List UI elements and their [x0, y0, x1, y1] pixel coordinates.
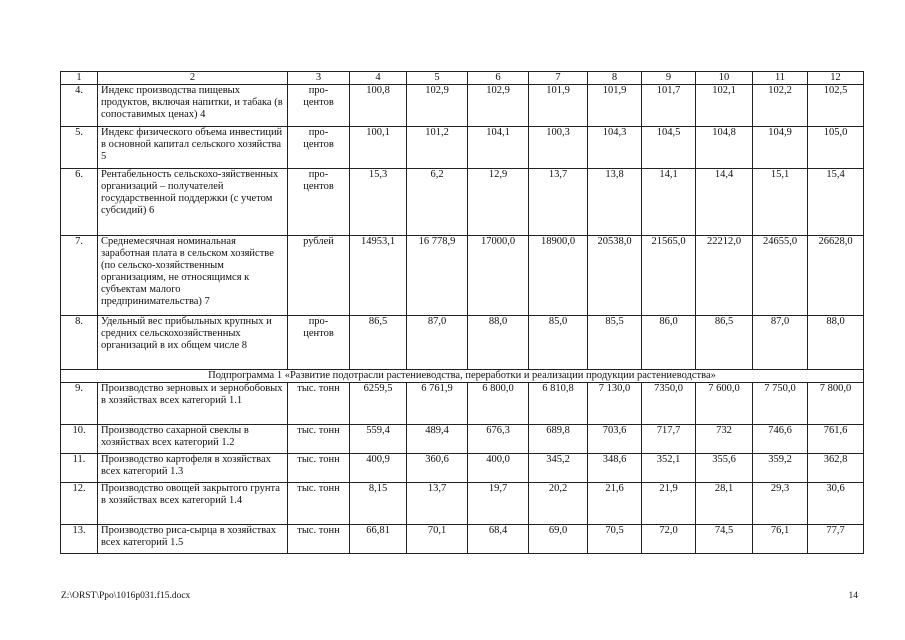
value-cell: 761,6	[808, 425, 864, 454]
unit-cell: про- центов	[288, 169, 350, 236]
value-cell: 105,0	[808, 127, 864, 169]
col-header: 8	[588, 72, 642, 85]
value-cell: 14,1	[642, 169, 696, 236]
table-row	[61, 425, 864, 454]
value-cell: 74,5	[696, 525, 753, 554]
value-cell: 102,9	[407, 85, 468, 127]
value-cell: 104,1	[468, 127, 529, 169]
value-cell: 359,2	[753, 454, 808, 483]
value-cell: 746,6	[753, 425, 808, 454]
table-row	[61, 316, 864, 370]
value-cell: 6 761,9	[407, 383, 468, 425]
value-cell: 13,8	[588, 169, 642, 236]
value-cell: 101,2	[407, 127, 468, 169]
value-cell: 689,8	[529, 425, 588, 454]
value-cell: 14953,1	[350, 236, 407, 316]
value-cell: 20538,0	[588, 236, 642, 316]
table-row	[61, 483, 864, 525]
row-number: 8.	[61, 316, 98, 370]
section-title: Подпрограмма 1 «Развитие подотрасли растениеводства, переработки и реализации продукции растениеводства»	[61, 370, 864, 383]
column-number-row	[61, 72, 864, 85]
value-cell: 12,9	[468, 169, 529, 236]
value-cell: 77,7	[808, 525, 864, 554]
value-cell: 100,3	[529, 127, 588, 169]
table-row	[61, 127, 864, 169]
value-cell: 6 810,8	[529, 383, 588, 425]
value-cell: 102,5	[808, 85, 864, 127]
value-cell: 400,9	[350, 454, 407, 483]
col-header: 12	[808, 72, 864, 85]
table-row	[61, 525, 864, 554]
col-header: 1	[61, 72, 98, 85]
table-row	[61, 236, 864, 316]
row-number: 6.	[61, 169, 98, 236]
value-cell: 19,7	[468, 483, 529, 525]
col-header: 11	[753, 72, 808, 85]
unit-cell: про- центов	[288, 85, 350, 127]
value-cell: 26628,0	[808, 236, 864, 316]
table-row	[61, 169, 864, 236]
value-cell: 703,6	[588, 425, 642, 454]
value-cell: 102,9	[468, 85, 529, 127]
value-cell: 22212,0	[696, 236, 753, 316]
col-header: 10	[696, 72, 753, 85]
value-cell: 29,3	[753, 483, 808, 525]
value-cell: 88,0	[468, 316, 529, 370]
unit-cell: тыс. тонн	[288, 483, 350, 525]
value-cell: 676,3	[468, 425, 529, 454]
value-cell: 66,81	[350, 525, 407, 554]
value-cell: 717,7	[642, 425, 696, 454]
value-cell: 30,6	[808, 483, 864, 525]
section-row	[61, 370, 864, 383]
value-cell: 68,4	[468, 525, 529, 554]
value-cell: 21,9	[642, 483, 696, 525]
value-cell: 13,7	[529, 169, 588, 236]
indicator-name: Производство овощей закрытого грунта в хозяйствах всех категорий 1.4	[98, 483, 288, 525]
row-number: 7.	[61, 236, 98, 316]
page-footer	[61, 591, 858, 601]
row-number: 4.	[61, 85, 98, 127]
indicator-name: Производство зерновых и зернобобовых в хозяйствах всех категорий 1.1	[98, 383, 288, 425]
value-cell: 87,0	[407, 316, 468, 370]
value-cell: 88,0	[808, 316, 864, 370]
value-cell: 24655,0	[753, 236, 808, 316]
value-cell: 102,1	[696, 85, 753, 127]
value-cell: 104,5	[642, 127, 696, 169]
row-number: 11.	[61, 454, 98, 483]
unit-cell: тыс. тонн	[288, 525, 350, 554]
row-number: 13.	[61, 525, 98, 554]
value-cell: 7 130,0	[588, 383, 642, 425]
value-cell: 104,8	[696, 127, 753, 169]
value-cell: 76,1	[753, 525, 808, 554]
value-cell: 87,0	[753, 316, 808, 370]
col-header: 4	[350, 72, 407, 85]
indicator-name: Индекс производства пищевых продуктов, включая напитки, и табака (в сопоставимых ценах) 4	[98, 85, 288, 127]
row-number: 9.	[61, 383, 98, 425]
unit-cell: про- центов	[288, 316, 350, 370]
value-cell: 6,2	[407, 169, 468, 236]
indicator-name: Производство картофеля в хозяйствах всех категорий 1.3	[98, 454, 288, 483]
value-cell: 7350,0	[642, 383, 696, 425]
unit-cell: тыс. тонн	[288, 454, 350, 483]
value-cell: 86,0	[642, 316, 696, 370]
value-cell: 100,8	[350, 85, 407, 127]
unit-cell: про- центов	[288, 127, 350, 169]
value-cell: 6 800,0	[468, 383, 529, 425]
col-header: 3	[288, 72, 350, 85]
value-cell: 15,3	[350, 169, 407, 236]
row-number: 12.	[61, 483, 98, 525]
value-cell: 21565,0	[642, 236, 696, 316]
col-header: 9	[642, 72, 696, 85]
indicator-name: Удельный вес прибыльных крупных и средних сельскохозяйственных организаций в их общем числе 8	[98, 316, 288, 370]
value-cell: 360,6	[407, 454, 468, 483]
indicator-name: Рентабельность сельскохо-зяйственных организаций – получателей государственной поддержки (с учетом субсидий) 6	[98, 169, 288, 236]
value-cell: 20,2	[529, 483, 588, 525]
row-number: 5.	[61, 127, 98, 169]
value-cell: 14,4	[696, 169, 753, 236]
value-cell: 16 778,9	[407, 236, 468, 316]
value-cell: 18900,0	[529, 236, 588, 316]
indicator-name: Индекс физического объема инвестиций в основной капитал сельского хозяйства 5	[98, 127, 288, 169]
value-cell: 70,1	[407, 525, 468, 554]
indicator-name: Производство риса-сырца в хозяйствах всех категорий 1.5	[98, 525, 288, 554]
value-cell: 348,6	[588, 454, 642, 483]
value-cell: 352,1	[642, 454, 696, 483]
value-cell: 100,1	[350, 127, 407, 169]
value-cell: 345,2	[529, 454, 588, 483]
indicators-table	[60, 71, 864, 554]
unit-cell: рублей	[288, 236, 350, 316]
value-cell: 102,2	[753, 85, 808, 127]
value-cell: 362,8	[808, 454, 864, 483]
col-header: 6	[468, 72, 529, 85]
value-cell: 101,9	[529, 85, 588, 127]
value-cell: 559,4	[350, 425, 407, 454]
value-cell: 70,5	[588, 525, 642, 554]
value-cell: 13,7	[407, 483, 468, 525]
value-cell: 8,15	[350, 483, 407, 525]
value-cell: 7 600,0	[696, 383, 753, 425]
value-cell: 104,3	[588, 127, 642, 169]
table-row	[61, 454, 864, 483]
table-row	[61, 383, 864, 425]
value-cell: 101,7	[642, 85, 696, 127]
value-cell: 101,9	[588, 85, 642, 127]
value-cell: 489,4	[407, 425, 468, 454]
value-cell: 86,5	[350, 316, 407, 370]
col-header: 5	[407, 72, 468, 85]
value-cell: 85,0	[529, 316, 588, 370]
value-cell: 17000,0	[468, 236, 529, 316]
value-cell: 69,0	[529, 525, 588, 554]
value-cell: 104,9	[753, 127, 808, 169]
page-number: 14	[848, 591, 858, 601]
value-cell: 15,1	[753, 169, 808, 236]
col-header: 7	[529, 72, 588, 85]
value-cell: 7 800,0	[808, 383, 864, 425]
value-cell: 28,1	[696, 483, 753, 525]
col-header: 2	[98, 72, 288, 85]
table-row	[61, 85, 864, 127]
value-cell: 732	[696, 425, 753, 454]
value-cell: 21,6	[588, 483, 642, 525]
value-cell: 85,5	[588, 316, 642, 370]
unit-cell: тыс. тонн	[288, 425, 350, 454]
row-number: 10.	[61, 425, 98, 454]
unit-cell: тыс. тонн	[288, 383, 350, 425]
value-cell: 86,5	[696, 316, 753, 370]
value-cell: 72,0	[642, 525, 696, 554]
value-cell: 7 750,0	[753, 383, 808, 425]
value-cell: 15,4	[808, 169, 864, 236]
value-cell: 355,6	[696, 454, 753, 483]
indicator-name: Среднемесячная номинальная заработная плата в сельском хозяйстве (по сельско-хозяйственным организациям, не относящимся к субъектам малого предпринимательства) 7	[98, 236, 288, 316]
value-cell: 400,0	[468, 454, 529, 483]
value-cell: 6259,5	[350, 383, 407, 425]
indicator-name: Производство сахарной свеклы в хозяйствах всех категорий 1.2	[98, 425, 288, 454]
file-path: Z:\ORST\Ppo\1016p031.f15.docx	[61, 591, 191, 601]
